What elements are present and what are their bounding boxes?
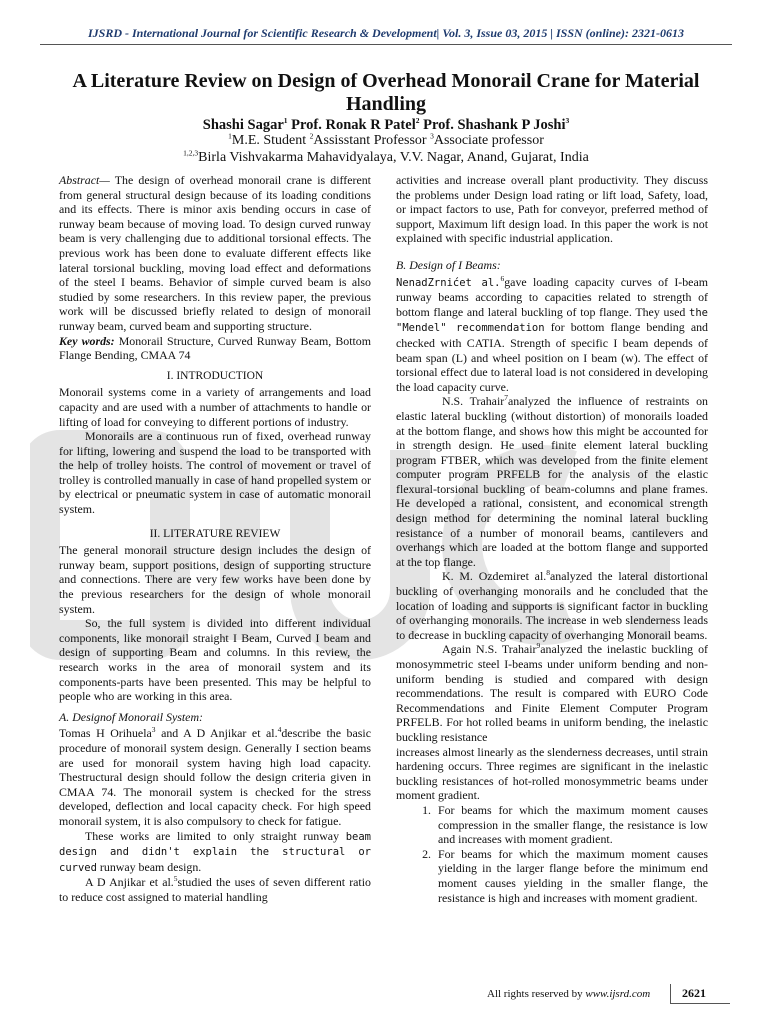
- list-item: 2. For beams for which the maximum moment causes yielding in the larger flange before the minimum end moment causes yielding in the smaller flange, the resistance is high and increases with moment gradient.: [434, 847, 708, 905]
- para3-text: studied the uses of seven different ratio to reduce cost assigned to material handling: [59, 875, 371, 904]
- role-1: M.E. Student: [231, 133, 310, 148]
- footer-divider: [670, 1003, 730, 1004]
- review-paragraph-1: The general monorail structure design includes the design of runway beam, support positions, design of supporting structure and connections. There are very few works have been done by the previous researchers for the design of whole monorail system.: [59, 543, 371, 616]
- footer-copyright: [487, 988, 650, 1000]
- intro-paragraph-1: Monorail systems come in a variety of arrangements and load capacity and are used with a number of attachments to handle or lifting of load for conveying to different portions of industry.: [59, 385, 371, 429]
- mendel-text: the "Mendel" recommendation: [396, 306, 708, 335]
- paper-title: A Literature Review on Design of Overhead Monorail Crane for Material Handling: [72, 70, 700, 115]
- para2-end: runway beam design.: [96, 859, 202, 874]
- footer-site-link[interactable]: www.ijsrd.com: [585, 988, 651, 1000]
- abstract-text: The design of overhead monorail crane is different from general structural design because of its loading conditions and its effects. There is minor axis bending occurs in case of runway beam because of moving load. To design curved runway beam is very challenging due to additional torsional effects. The previous work has been done to evaluate different effects like lateral torsional buckling, moving load effect and deformations of the steel I beams. Behavior of simple curved beam is also studied by some researchers. In this review paper, the previous work will be discussed briefly related to design of monorail runway beam, curved beam and supporting structure.: [59, 173, 371, 333]
- trahair-2-text: analyzed the inelastic buckling of monosymmetric steel I-beams under uniform bending and non-uniform bending is studied and compared with design recommendations. The result is compared with EURO Code Recommendations and Finite Element Computer Program PRFELB. For hot rolled beams in uniform bending, the inelastic buckling resistance: [396, 642, 708, 744]
- keywords-text: Monorail Structure, Curved Runway Beam, Bottom Flange Bending, CMAA 74: [59, 333, 372, 363]
- footer-divider-vertical: [670, 984, 671, 1004]
- role-2: Assisstant Professor: [313, 133, 431, 148]
- abstract: [59, 173, 371, 334]
- section-introduction-heading: I. INTRODUCTION: [166, 369, 264, 382]
- affiliation-institution: $^{1,2,3}$Birla Vishvakarma Mahavidyalaya, V.V. Nagar, Anand, Gujarat, India: [183, 148, 589, 165]
- journal-header: IJSRD - International Journal for Scientific Research & Development| Vol. 3, Issue 03, 2015 | ISSN (online): 2321-0613: [88, 26, 684, 40]
- institution: Birla Vishvakarma Mahavidyalaya, V.V. Nagar, Anand, Gujarat, India: [198, 150, 589, 165]
- subsection-b-paragraph-4: Again N.S. Trahair$^9$analyzed the inelastic buckling of monosymmetric steel I-beams under uniform bending and non-uniform bending is studied and compared with design recommendations. The result is compared with EURO Code Recommendations and Finite Element Computer Program PRFELB. For hot rolled beams in uniform bending, the inelastic buckling resistance: [396, 641, 708, 744]
- list-item: 1. For beams for which the maximum moment causes compression in the smaller flange, the resistance is low and increases with moment gradient.: [434, 803, 708, 847]
- continued-paragraph: activities and increase overall plant productivity. They discuss the problems under Design load rating or lift load, Safety, load, or impact factors to use, Path for conveyor, preferred method of support, Maximum lift design load. In this paper the work is not explained with specific industrial application.: [396, 173, 708, 246]
- page-number: 2621: [682, 986, 706, 1000]
- footer-text: All rights reserved by: [487, 988, 586, 1000]
- cite-ozdemir: K. M. Ozdemiret al.: [442, 569, 547, 584]
- author-2: Prof. Ronak R Patel: [291, 117, 416, 133]
- subsection-a-heading: A. Designof Monorail System:: [59, 709, 203, 724]
- subsection-a-paragraph-1: Tomas H Orihuela$^3$ and A D Anjikar et al.$^4$describe the basic procedure of monorail system design. Generally I section beams are used for monorail system having high load capacity. Thestructural design should follow the design criteria given in CMAA 74. The monorail system is checked for the stress developed, deflection and local capacity check. For high speed monorail system, it is also compulsory to check for fatigue.: [59, 725, 371, 828]
- abstract-label: Abstract—: [59, 173, 110, 187]
- ozdemir-text: analyzed the lateral distortional buckling of overhanging monorails and he concluded that the location of loading and supports is significant factor in buckling of overhanging monorails. The increase in web slenderness leads to decrease in buckling capacity of overhanging Monorail beams.: [396, 569, 709, 642]
- subsection-b-paragraph-5: increases almost linearly as the slenderness decreases, until strain hardening occurs. Three regimes are significant in the inelastic buckling resistances of hot-rolled monosymmetric beams under moment gradient.: [396, 744, 708, 803]
- keywords-label: Key words:: [59, 333, 115, 348]
- subsection-a-paragraph-2: [59, 829, 371, 876]
- section-review-heading: II. LITERATURE REVIEW: [149, 527, 281, 540]
- cite-zrnic: NenadZrnićet al.: [396, 276, 501, 289]
- subsection-b-paragraph-1: NenadZrnićet al.$^6$gave loading capacity curves of I-beam runway beams according to capacities related to strength of bottom flange and lateral buckling of top flange. They used the "Mendel" recommendation for bottom flange bending and checked with CATIA. Strength of specific I beam depends of beam span (L) and wheel position on I beam (w). The effect of torsional effect due to lateral load is not considered in developing the load capacity curve.: [396, 273, 708, 394]
- zrnic-text-1: gave loading capacity curves of I-beam runway beams according to capacities related to strength of bottom flange and lateral buckling of top flange. They used: [396, 274, 708, 319]
- subsection-b-paragraph-3: K. M. Ozdemiret al.$^8$analyzed the lateral distortional buckling of overhanging monorails and he concluded that the location of loading and supports is significant factor in buckling of overhanging monorails. The increase in web slenderness leads to decrease in buckling capacity of overhanging Monorail beams.: [396, 568, 709, 642]
- zrnic-text-2: for bottom flange bending and checked with CATIA. Strength of specific I beam depends of beam span (L) and wheel position on I beam (w). The effect of torsional effect due to lateral load is not considered in developing the load capacity curve.: [396, 320, 708, 394]
- left-column: [59, 173, 371, 905]
- para2-start: These works are limited to only straight runway: [85, 828, 346, 843]
- role-3: Associate professor: [433, 133, 544, 148]
- cite-orihuela: Tomas H Orihuela: [59, 726, 152, 741]
- regime-list: [396, 803, 708, 905]
- subsection-a-paragraph-3: A D Anjikar et al.$^5$studied the uses of seven different ratio to reduce cost assigned to material handling: [59, 874, 371, 904]
- author-line: Shashi Sagar$^1$ Prof. Ronak R Patel$^2$ Prof. Shashank P Joshi$^3$: [202, 116, 570, 133]
- para2-mono: beam design and didn't explain the structural or curved: [59, 830, 371, 874]
- header-rule: [40, 44, 732, 45]
- review-paragraph-2: So, the full system is divided into different individual components, like monorail straight I Beam, Curved I beam and design of supporting Beam and columns. In this review, the research works in the area of monorail system and its components-parts have been presented. This may be helpful to people who are working in this area.: [59, 616, 371, 704]
- author-3: Prof. Shashank P Joshi: [423, 117, 566, 133]
- right-column: [396, 173, 708, 905]
- subsection-b-paragraph-2: N.S. Trahair$^7$analyzed the influence of restraints on elastic lateral buckling (without distortion) of monorails loaded at the bottom flange, and shows how this might be accounted for in strength design. He used finite element lateral buckling program FTBER, which was developed from the finite element computer program PRFELB for the analysis of the elastic flexural-torsional buckling of beam-columns and plane frames. He developed a rational, consistent, and economical strength design method for determining the nominal lateral buckling resistance of a number of monorail beams, cantilevers and overhangs which are loaded at the bottom flange and supported at the top flange.: [396, 393, 708, 569]
- cite-trahair-2: Again N.S. Trahair: [442, 642, 537, 657]
- author-1: Shashi Sagar: [202, 117, 284, 133]
- cite-trahair: N.S. Trahair: [442, 394, 505, 409]
- cite-anjikar-2: A D Anjikar et al.: [85, 875, 174, 890]
- subsection-a-text: describe the basic procedure of monorail system design. Generally I section beams are used for monorail system having high load capacity. Thestructural design should follow the design criteria given in CMAA 74. The monorail system is checked for the stress developed, deflection and local capacity check. For high speed monorail system, it is also compulsory to check for fatigue.: [59, 726, 371, 828]
- subsection-b-heading: B. Design of I Beams:: [396, 257, 501, 272]
- affiliation-roles: $^1$M.E. Student $^2$Assisstant Professor $^3$Associate professor: [228, 131, 544, 148]
- trahair-text: analyzed the influence of restraints on elastic lateral buckling (without distortion) of monorails loaded at the bottom flange, and shows how this might be accounted for in strength design. He used finite element lateral buckling program FTBER, which was developed from the finite element computer program PRFELB for the analysis of the elastic flexural-torsional buckling of beam-columns and plane frames. He developed a rational, consistent, and economical strength design method for determining the nominal lateral buckling resistance of a number of monorail beams, cantilevers and overhangs which are loaded at the bottom flange and supported at the top flange.: [396, 394, 708, 569]
- keywords: [59, 334, 371, 363]
- cite-anjikar: and A D Anjikar et al.: [155, 726, 278, 741]
- intro-paragraph-2: Monorails are a continuous run of fixed, overhead runway for lifting, lowering and suspend the load to be transported with the help of trolley hoists. The control of movement or travel of trolley is controlled manually in case of hand propelled system or by electrical or pneumatic system in case of automatic monorail system.: [59, 429, 371, 517]
